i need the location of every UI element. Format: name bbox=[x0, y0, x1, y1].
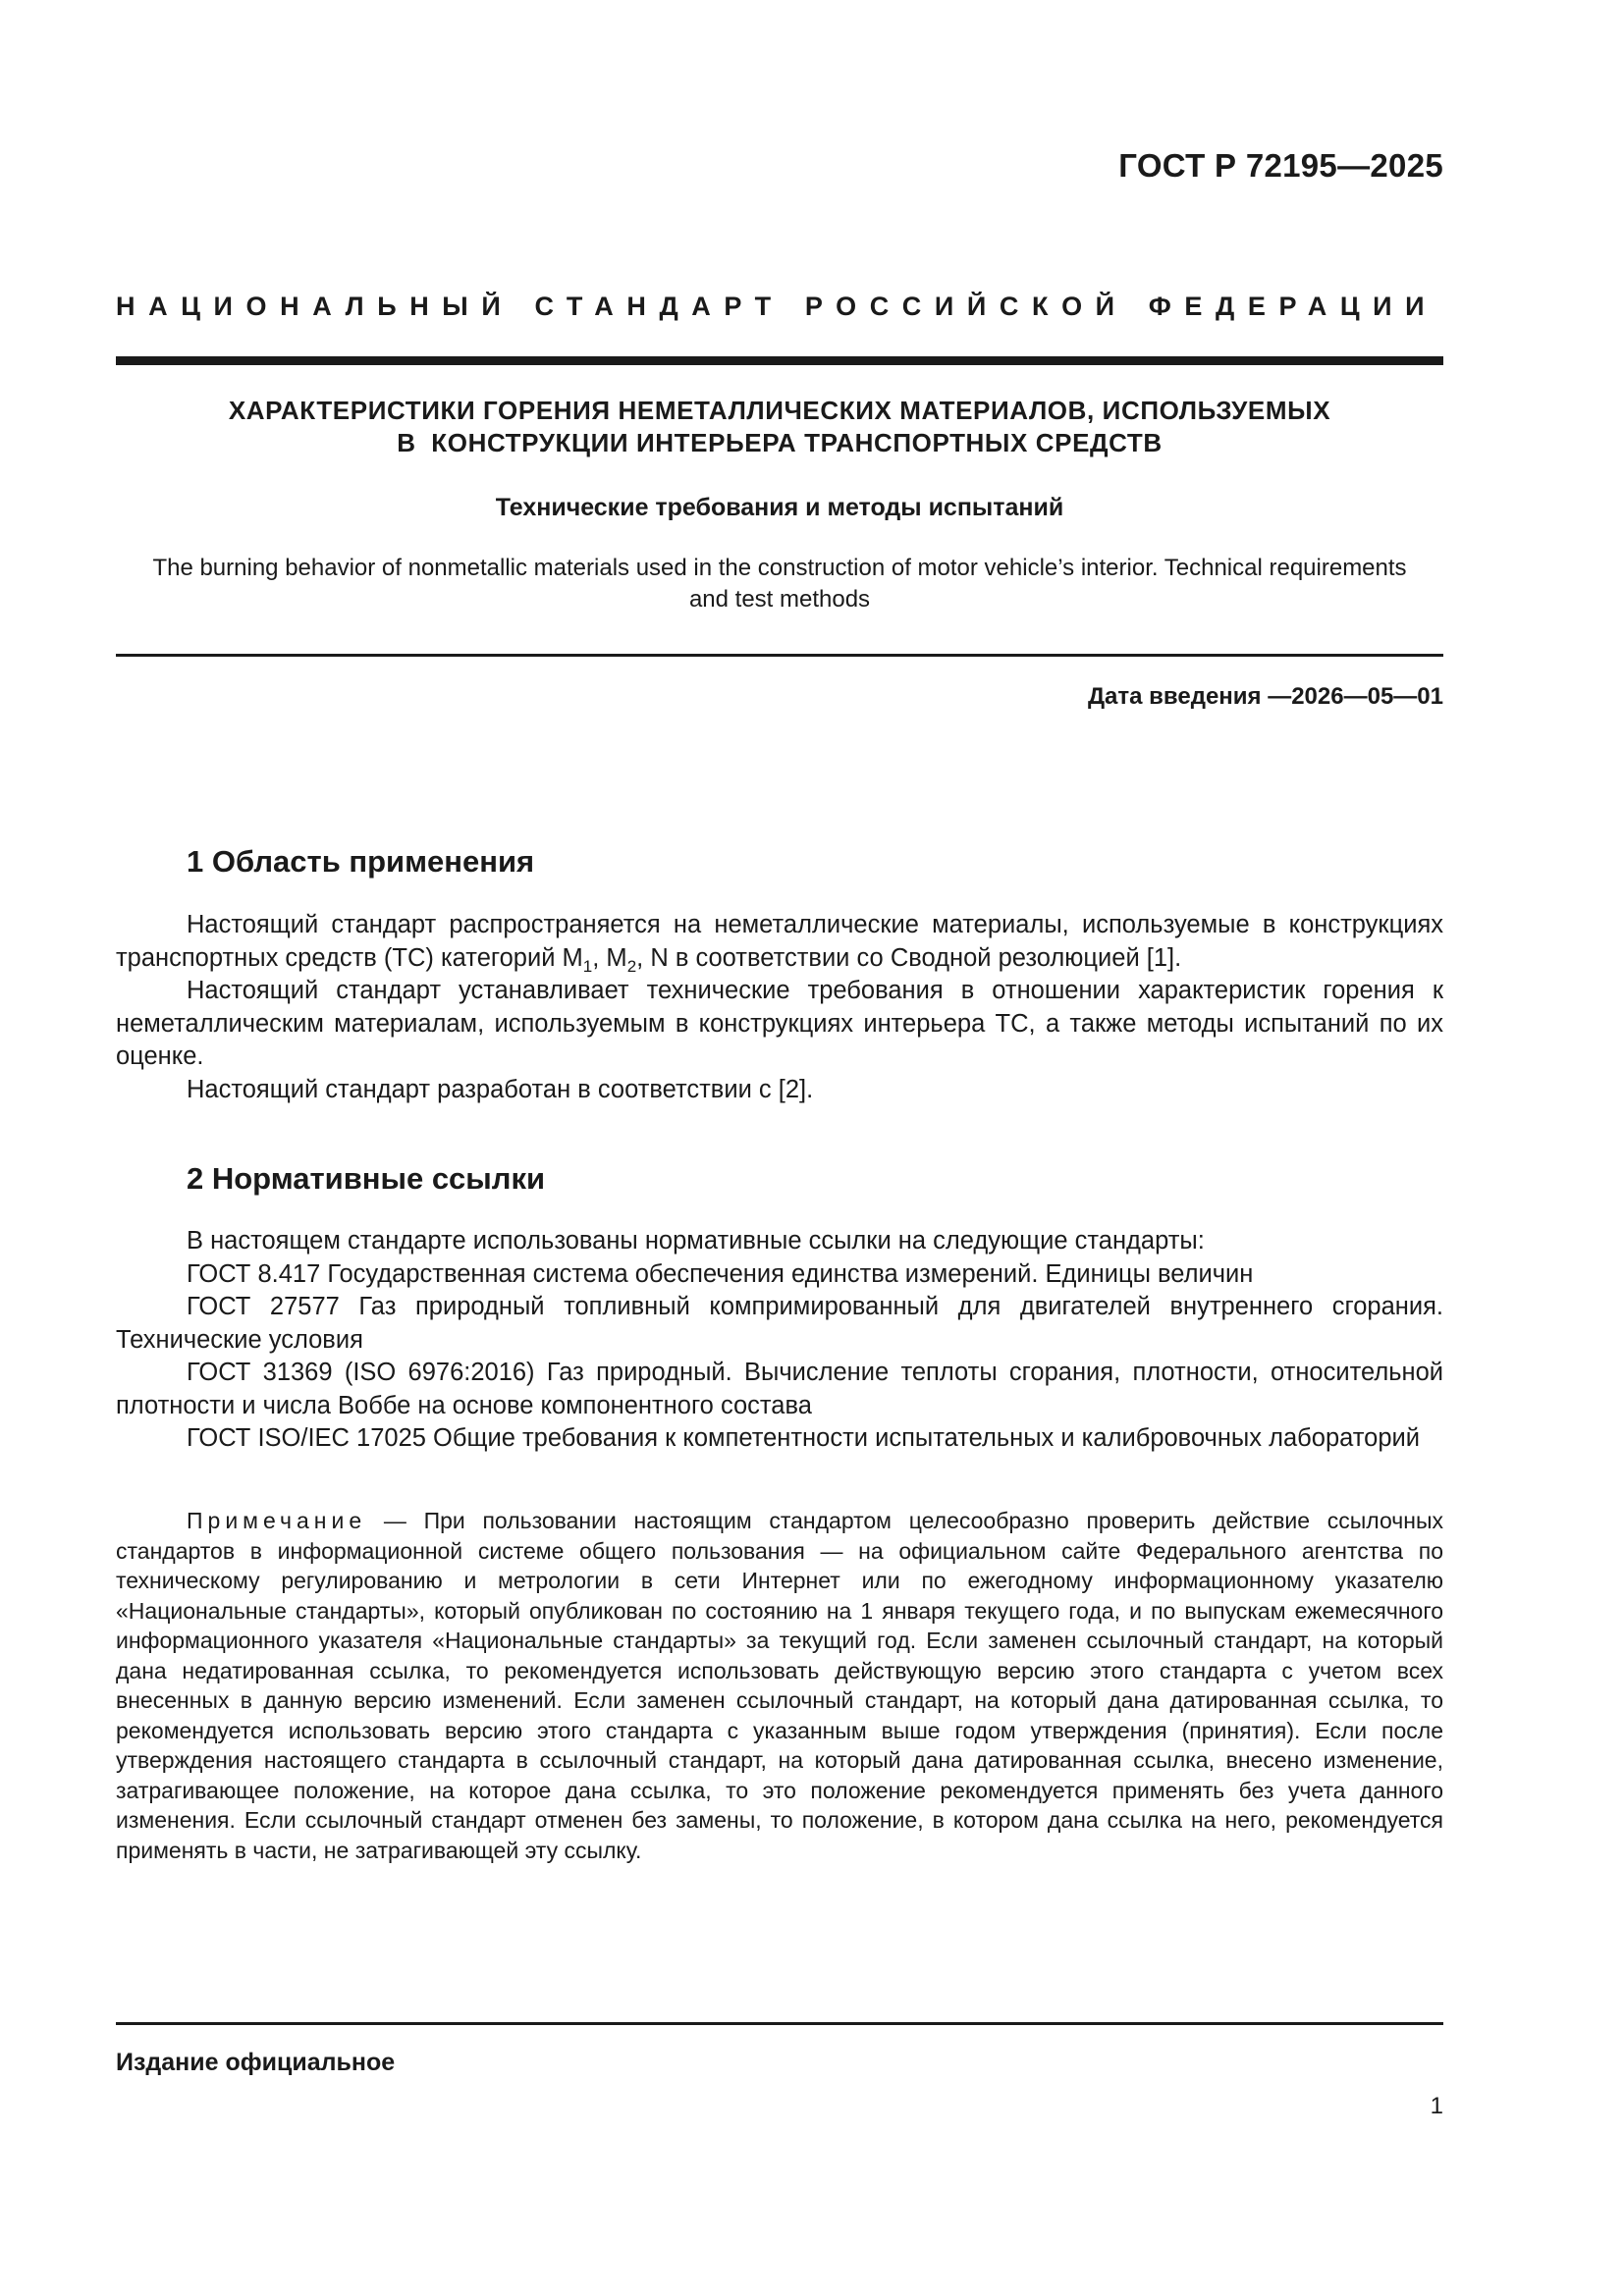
section-1-paragraph-1: Настоящий стандарт распространяется на неметаллические материалы, используемые в конструкциях транспортных средств (ТС) категорий $М_1$, $М_2$, N в соответствии со Сводной резолюцией [1]. bbox=[116, 911, 1443, 976]
section-1-body bbox=[116, 909, 1443, 1106]
section-2-intro: В настоящем стандарте использованы нормативные ссылки на следующие стандарты: bbox=[187, 1227, 1205, 1255]
note-text: — При пользовании настоящим стандартом целесообразно проверить действие ссылочных стандартов в информационной системе общего пользования — на официальном сайте Федерального агентства по техническому регулированию и метрологии в сети Интернет или по ежегодному информационному указателю «Национальные стандарты», который опубликован по состоянию на 1 января текущего года, и по выпускам ежемесячного информационного указателя «Национальные стандарты» за текущий год. Если заменен ссылочный стандарт, на который дана недатированная ссылка, то рекомендуется использовать действующую версию этого стандарта с учетом всех внесенных в данную версию изменений. Если заменен ссылочный стандарт, на который дана датированная ссылка, то рекомендуется использовать версию этого стандарта с указанным выше годом утверждения (принятия). Если после утверждения настоящего стандарта в ссылочный стандарт, на который дана датированная ссылка, внесено изменение, затрагивающее положение, на которое дана ссылка, то это положение рекомендуется применять без учета данного изменения. Если ссылочный стандарт отменен без замены, то положение, в котором дана ссылка на него, рекомендуется применять в части, не затрагивающей эту ссылку. bbox=[116, 1508, 1443, 1863]
title-rule bbox=[116, 654, 1443, 657]
note-label: Примечание bbox=[187, 1508, 367, 1533]
reference-item: ГОСТ 8.417 Государственная система обеспечения единства измерений. Единицы величин bbox=[187, 1259, 1254, 1288]
section-2-note bbox=[116, 1506, 1443, 1865]
header-thick-rule bbox=[116, 356, 1443, 365]
reference-item: ГОСТ 31369 (ISO 6976:2016) Газ природный. Вычисление теплоты сгорания, плотности, относительной плотности и числа Воббе на основе компонентного состава bbox=[116, 1359, 1443, 1419]
footer-rule bbox=[116, 2022, 1443, 2025]
section-1-paragraph-3: Настоящий стандарт разработан в соответствии с [2]. bbox=[187, 1075, 814, 1103]
english-title-line-1: The burning behavior of nonmetallic materials used in the construction of motor vehicle’s interior. Technical requirements bbox=[152, 555, 1407, 581]
page-number: 1 bbox=[1430, 2093, 1443, 2119]
section-1-paragraph-2: Настоящий стандарт устанавливает технические требования в отношении характеристик горения к неметаллическим материалам, используемым в конструкциях интерьера ТС, а также методы испытаний по их оценке. bbox=[116, 977, 1443, 1070]
national-standard-banner: НАЦИОНАЛЬНЫЙ СТАНДАРТ РОССИЙСКОЙ ФЕДЕРАЦИИ bbox=[116, 292, 1438, 321]
document-subtitle: Технические требования и методы испытаний bbox=[495, 494, 1064, 521]
title-line-2: В КОНСТРУКЦИИ ИНТЕРЬЕРА ТРАНСПОРТНЫХ СРЕДСТВ bbox=[397, 428, 1163, 457]
gost-code: ГОСТ Р 72195—2025 bbox=[1118, 147, 1443, 184]
introduction-date: Дата введения —2026—05—01 bbox=[1087, 683, 1443, 710]
english-title-line-2: and test methods bbox=[688, 586, 871, 613]
official-edition-label: Издание официальное bbox=[116, 2049, 396, 2076]
document-title bbox=[116, 395, 1443, 459]
reference-item: ГОСТ 27577 Газ природный топливный компримированный для двигателей внутреннего сгорания. Технические условия bbox=[116, 1293, 1443, 1354]
reference-item: ГОСТ ISO/IEC 17025 Общие требования к компетентности испытательных и калибровочных лабораторий bbox=[187, 1424, 1420, 1452]
section-2-body bbox=[116, 1225, 1443, 1456]
section-1-heading: 1 Область применения bbox=[187, 844, 535, 879]
section-2-heading: 2 Нормативные ссылки bbox=[187, 1161, 546, 1196]
english-title bbox=[116, 553, 1443, 615]
title-line-1: ХАРАКТЕРИСТИКИ ГОРЕНИЯ НЕМЕТАЛЛИЧЕСКИХ МАТЕРИАЛОВ, ИСПОЛЬЗУЕМЫХ bbox=[228, 396, 1331, 425]
